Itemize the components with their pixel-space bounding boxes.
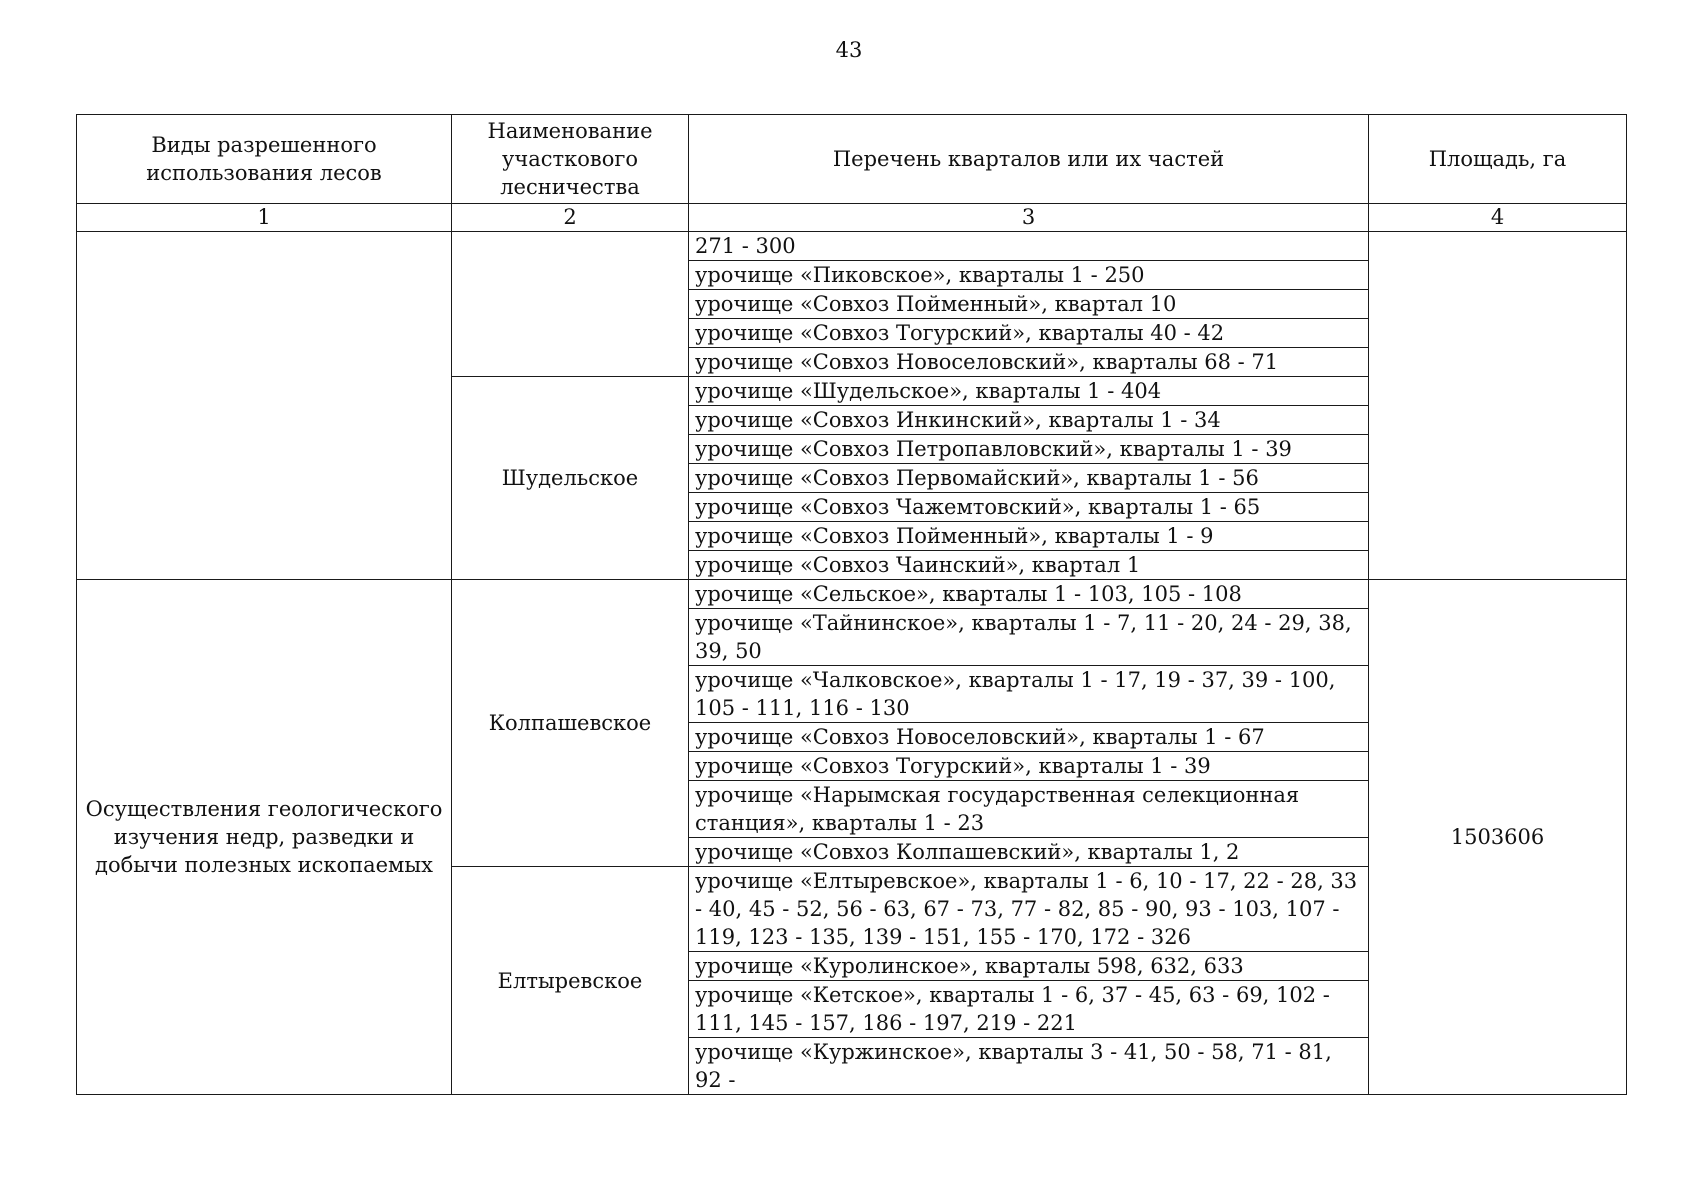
header-area: Площадь, га [1369,115,1627,204]
table-row [77,232,1627,261]
quarter-entry: урочище «Чалковское», кварталы 1 - 17, 19 - 37, 39 - 100, 105 - 111, 116 - 130 [689,666,1369,723]
quarter-entry: урочище «Кетское», кварталы 1 - 6, 37 - 45, 63 - 69, 102 - 111, 145 - 157, 186 - 197, 219 - 221 [689,981,1369,1038]
quarter-entry: урочище «Шудельское», кварталы 1 - 404 [689,377,1369,406]
quarter-entry: урочище «Совхоз Пойменный», квартал 10 [689,290,1369,319]
quarter-entry: урочище «Нарымская государственная селекционная станция», кварталы 1 - 23 [689,781,1369,838]
usage-type-cell [77,232,452,580]
column-number-row [77,204,1627,232]
column-number: 4 [1369,204,1627,232]
quarter-entry: урочище «Куржинское», кварталы 3 - 41, 50 - 58, 71 - 81, 92 - [689,1038,1369,1095]
area-cell: 1503606 [1369,580,1627,1095]
quarter-entry: урочище «Сельское», кварталы 1 - 103, 105 - 108 [689,580,1369,609]
column-number: 2 [452,204,689,232]
forestry-name-cell: Шудельское [452,377,689,580]
quarter-entry: урочище «Совхоз Петропавловский», кварталы 1 - 39 [689,435,1369,464]
forestry-name-cell: Елтыревское [452,867,689,1095]
header-quarters-list: Перечень кварталов или их частей [689,115,1369,204]
column-number: 3 [689,204,1369,232]
quarter-entry: урочище «Куролинское», кварталы 598, 632, 633 [689,952,1369,981]
quarter-entry: урочище «Совхоз Новоселовский», кварталы 1 - 67 [689,723,1369,752]
forest-use-table [76,114,1627,1095]
quarter-entry: урочище «Совхоз Колпашевский», кварталы 1, 2 [689,838,1369,867]
quarter-entry: урочище «Совхоз Тогурский», кварталы 40 - 42 [689,319,1369,348]
header-usage-types: Виды разрешенного использования лесов [77,115,452,204]
forestry-name-cell [452,232,689,377]
forestry-name-cell: Колпашевское [452,580,689,867]
area-cell [1369,232,1627,580]
header-forestry-name: Наименование участкового лесничества [452,115,689,204]
quarter-entry: урочище «Совхоз Пойменный», кварталы 1 - 9 [689,522,1369,551]
table-row [77,580,1627,609]
quarter-entry: урочище «Совхоз Первомайский», кварталы 1 - 56 [689,464,1369,493]
page-number: 43 [835,38,863,62]
quarter-entry: урочище «Тайнинское», кварталы 1 - 7, 11 - 20, 24 - 29, 38, 39, 50 [689,609,1369,666]
quarter-entry: урочище «Совхоз Чажемтовский», кварталы 1 - 65 [689,493,1369,522]
quarter-entry: урочище «Совхоз Чаинский», квартал 1 [689,551,1369,580]
quarter-entry: урочище «Пиковское», кварталы 1 - 250 [689,261,1369,290]
usage-type-cell: Осуществления геологического изучения недр, разведки и добычи полезных ископаемых [77,580,452,1095]
column-number: 1 [77,204,452,232]
quarter-entry: урочище «Совхоз Новоселовский», кварталы 68 - 71 [689,348,1369,377]
quarter-entry: урочище «Совхоз Тогурский», кварталы 1 - 39 [689,752,1369,781]
quarter-entry: урочище «Совхоз Инкинский», кварталы 1 - 34 [689,406,1369,435]
quarter-entry: урочище «Елтыревское», кварталы 1 - 6, 10 - 17, 22 - 28, 33 - 40, 45 - 52, 56 - 63, 67 - 73, 77 - 82, 85 - 90, 93 - 103, 107 - 119, 123 - 135, 139 - 151, 155 - 170, 172 - 326 [689,867,1369,952]
quarter-entry: 271 - 300 [689,232,1369,261]
table-header-row [77,115,1627,204]
